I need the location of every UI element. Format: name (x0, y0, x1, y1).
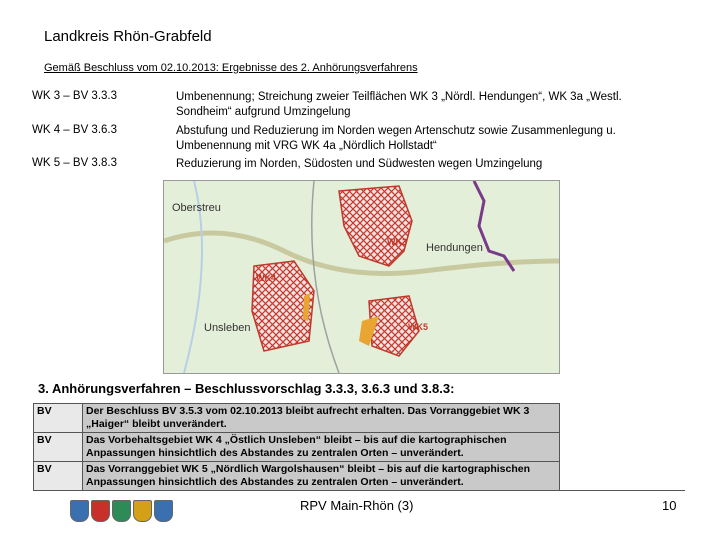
wk-row (32, 157, 676, 172)
table-row (34, 433, 560, 462)
crest-icon (91, 500, 110, 522)
bv-text: Das Vorranggebiet WK 5 „Nördlich Wargolshausen“ bleibt – bis auf die kartographischen Anpassungen hinsichtlich des Abstandes zu zentralen Orten – unverändert. (83, 462, 560, 491)
map-svg (164, 181, 559, 373)
wk-row-label: WK 5 – BV 3.8.3 (32, 157, 118, 169)
footer-divider (35, 490, 685, 491)
page-number: 10 (662, 498, 677, 513)
map-label-wk5: WK5 (408, 322, 428, 332)
map-label-wk3: WK3 (387, 237, 407, 247)
page-subtitle: Gemäß Beschluss vom 02.10.2013: Ergebnisse des 2. Anhörungsverfahrens (44, 62, 418, 74)
region-map (163, 180, 560, 374)
bv-code: BV (34, 404, 83, 433)
bv-code: BV (34, 462, 83, 491)
footer-text: RPV Main-Rhön (3) (300, 498, 414, 513)
crest-icon (112, 500, 131, 522)
crest-logos (70, 500, 173, 522)
table-row (34, 404, 560, 433)
wk-row-label: WK 4 – BV 3.6.3 (32, 124, 118, 136)
wk-row-text: Abstufung und Reduzierung im Norden wegen Artenschutz sowie Zusammenlegung u. Umbenennung mit VRG WK 4a „Nördlich Hollstadt“ (176, 125, 616, 152)
crest-icon (154, 500, 173, 522)
wk-row-text: Reduzierung im Norden, Südosten und Südwesten wegen Umzingelung (176, 158, 543, 170)
page-title: Landkreis Rhön-Grabfeld (44, 28, 212, 45)
map-label-wk4: WK4 (256, 273, 276, 283)
wk-row-label: WK 3 – BV 3.3.3 (32, 90, 118, 102)
crest-icon (133, 500, 152, 522)
section-heading: 3. Anhörungsverfahren – Beschlussvorschlag 3.3.3, 3.6.3 und 3.8.3: (38, 381, 455, 396)
map-label-hendungen: Hendungen (426, 242, 483, 254)
bv-table (33, 403, 560, 491)
bv-text: Der Beschluss BV 3.5.3 vom 02.10.2013 bleibt aufrecht erhalten. Das Vorranggebiet WK 3 „Haiger“ bleibt unverändert. (83, 404, 560, 433)
crest-icon (70, 500, 89, 522)
map-label-oberstreu: Oberstreu (172, 202, 221, 214)
map-label-unsleben: Unsleben (204, 322, 251, 334)
wk-row (32, 124, 676, 154)
bv-text: Das Vorbehaltsgebiet WK 4 „Östlich Unsleben“ bleibt – bis auf die kartographischen Anpassungen hinsichtlich des Abstandes zu zentralen Orten – unverändert. (83, 433, 560, 462)
wk-row-text: Umbenennung; Streichung zweier Teilflächen WK 3 „Nördl. Hendungen“, WK 3a „Westl. Sondheim“ aufgrund Umzingelung (176, 91, 622, 118)
wk-row (32, 90, 676, 120)
table-row (34, 462, 560, 491)
bv-code: BV (34, 433, 83, 462)
